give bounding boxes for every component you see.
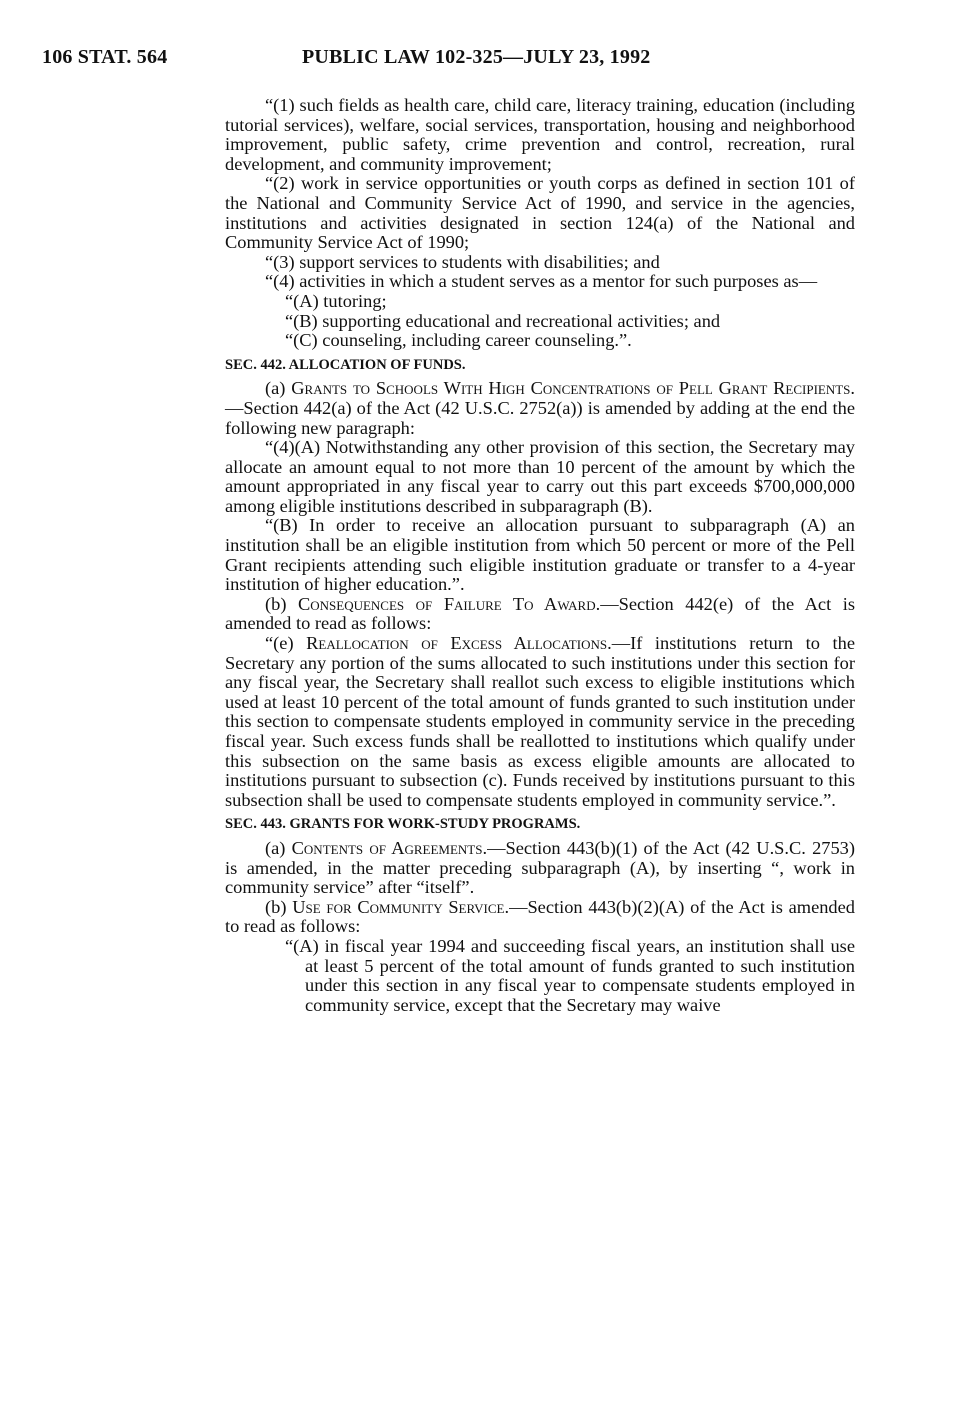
section-442-a [225, 379, 855, 438]
subparagraph-a: “(A) tutoring; [285, 290, 387, 311]
page-header [0, 46, 957, 76]
section-443-b-marker: (b) [265, 896, 287, 917]
section-442-heading: SEC. 442. ALLOCATION OF FUNDS. [225, 356, 466, 373]
section-442-para-4b: “(B) In order to receive an allocation pursuant to subparagraph (A) an institution shall be an eligible institution from which 50 percent or more of the Pell Grant recipients attending such eligible institution graduate or transfer to a 4-year institution of higher education.”. [225, 515, 855, 595]
section-442-para-4a: “(4)(A) Notwithstanding any other provision of this section, the Secretary may allocate an amount equal to not more than 10 percent of the amount by which the amount appropriated in any fiscal year to carry out this part exceeds $700,000,000 among eligible institutions described in subparagraph (B). [225, 437, 855, 516]
section-443-b-title: Use for Community Service. [292, 896, 510, 917]
subparagraph-c: “(C) counseling, including career counseling.”. [285, 330, 632, 351]
section-442-b [225, 595, 855, 634]
section-442-e [225, 634, 855, 810]
section-443-a-text: —Section 443(b)(1) of the Act (42 U.S.C. 2753) is amended, in the matter preceding subparagraph (A), by inserting “, work in community service” after “itself”. [225, 837, 855, 898]
section-443-a [225, 839, 855, 898]
stat-reference: 106 STAT. 564 [42, 46, 168, 68]
section-443-heading: SEC. 443. GRANTS FOR WORK-STUDY PROGRAMS. [225, 816, 581, 833]
section-443-b-text: —Section 443(b)(2)(A) of the Act is amended to read as follows: [225, 896, 855, 937]
section-442-a-marker: (a) [265, 378, 286, 399]
section-443-a-marker: (a) [265, 837, 286, 858]
section-442-b-title: Consequences of Failure To Award. [297, 593, 601, 614]
section-442-e-text: —If institutions return to the Secretary any portion of the sums allocated to such institutions under this section for any fiscal year, the Secretary shall reallot such excess to eligible institutions which used at least 10 percent of the total amount of funds granted to such institution under this section to compensate students employed in community service in the preceding fiscal year. Such excess funds shall be reallotted to institutions which qualify under this subsection on the same basis as excess eligible amounts are allocated to institutions pursuant to subsection (c). Funds received by institutions pursuant to this subsection shall be used to compensate students employed in community service.”. [225, 633, 855, 810]
paragraph-item-2: “(2) work in service opportunities or youth corps as defined in section 101 of the National and Community Service Act of 1990, and service in the agencies, institutions and activities designated in section 124(a) of the National and Community Service Act of 1990; [225, 173, 855, 253]
section-443-quote-a: “(A) in fiscal year 1994 and succeeding fiscal years, an institution shall use at least 5 percent of the total amount of funds granted to such institution under this section in any fiscal year to compensate students employed in community service, except that the Secretary may waive [285, 935, 855, 1015]
section-443-b [225, 898, 855, 937]
section-442-a-title: Grants to Schools With High Concentrations of Pell Grant Recipients. [291, 378, 855, 399]
section-442-e-marker: “(e) [265, 633, 294, 654]
subparagraph-b: “(B) supporting educational and recreational activities; and [285, 310, 721, 331]
section-442-b-marker: (b) [265, 593, 287, 614]
section-442-e-title: Reallocation of Excess Allocations. [306, 633, 612, 654]
paragraph-item-1: “(1) such fields as health care, child care, literacy training, education (including tutorial services), welfare, social services, transportation, housing and neighborhood improvement, public safety, crime prevention and control, recreation, rural development, and community improvement; [225, 95, 855, 174]
paragraph-item-4: “(4) activities in which a student serves as a mentor for such purposes as— [265, 271, 818, 292]
body-text [225, 96, 855, 1015]
law-title: PUBLIC LAW 102-325—JULY 23, 1992 [302, 46, 651, 68]
section-442-b-text: —Section 442(e) of the Act is amended to read as follows: [225, 593, 855, 634]
section-443-a-title: Contents of Agreements. [291, 837, 488, 858]
paragraph-item-3: “(3) support services to students with disabilities; and [265, 251, 660, 272]
section-442-a-text: —Section 442(a) of the Act (42 U.S.C. 2752(a)) is amended by adding at the end the following new paragraph: [225, 397, 855, 438]
